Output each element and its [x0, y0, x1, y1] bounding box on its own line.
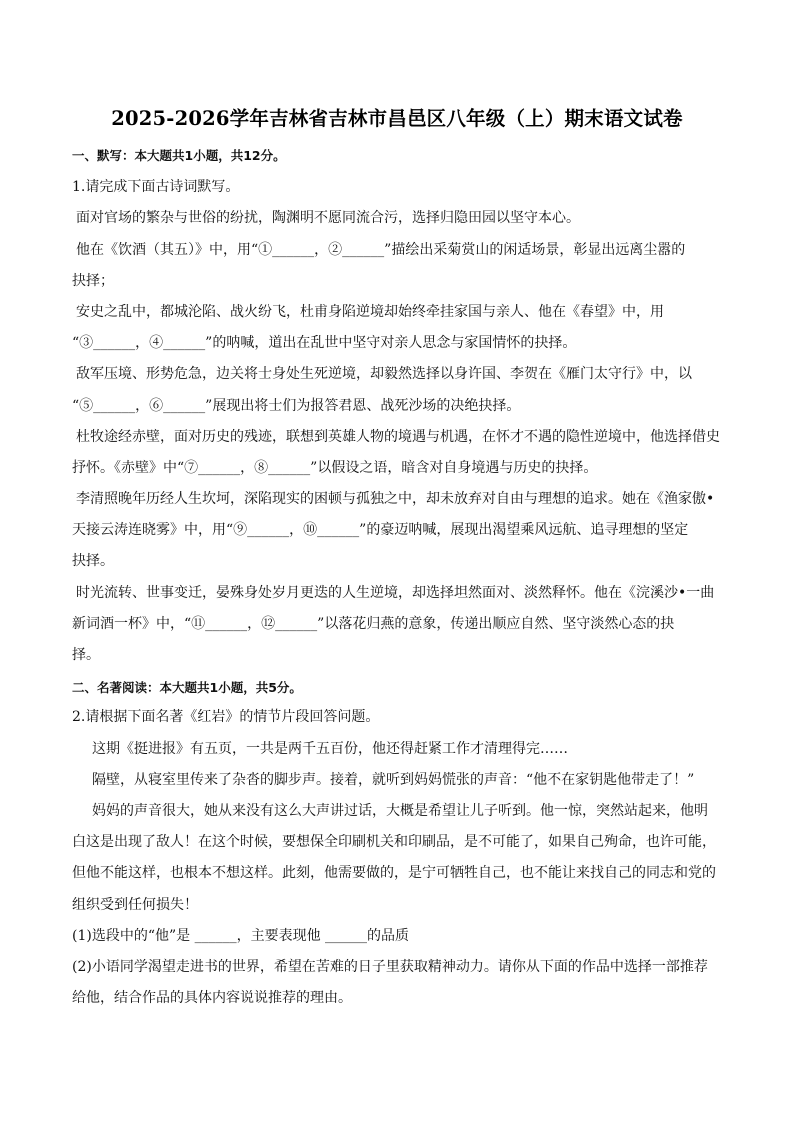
- sub-question: (2)小语同学渴望走进书的世界，希望在苦难的日子里获取精神动力。请你从下面的作品中选择一部推荐: [72, 959, 708, 975]
- paragraph-line: 抒怀。《赤壁》中“⑦______，⑧______”以假设之语，暗含对自身境遇与历史的抉择。: [72, 460, 598, 476]
- paragraph-line: 择。: [72, 647, 100, 663]
- paragraph-line: 抉择。: [72, 553, 114, 569]
- paragraph-line: 敌军压境、形势危急，边关将士身处生死逆境，却毅然选择以身许国、李贺在《雁门太守行》中，以: [76, 366, 692, 382]
- excerpt-line: 妈妈的声音很大，她从来没有这么大声讲过话，大概是希望让儿子听到。他一惊，突然站起来，他明: [92, 803, 708, 819]
- paragraph-line: 新词酒一杯》中，“⑪______，⑫______”以落花归燕的意象，传递出顺应自然、坚守淡然心态的抉: [72, 616, 675, 632]
- excerpt-line: 隔壁，从寝室里传来了杂沓的脚步声。接着，就听到妈妈慌张的声音：“他不在家钥匙他带走了！”: [92, 772, 695, 788]
- section-heading: 一、默写：本大题共1小题，共12分。: [72, 148, 286, 163]
- paragraph-line: 他在《饮酒（其五）》中，用“①______，②______”描绘出采菊赏山的闲适场景，彰显出远离尘嚣的: [76, 242, 686, 258]
- excerpt-line: 这期《挺进报》有五页，一共是两千五百份，他还得赶紧工作才清理得完……: [92, 741, 568, 757]
- question-stem: 1.请完成下面古诗词默写。: [72, 179, 240, 195]
- paragraph-line: 面对官场的繁杂与世俗的纷扰，陶渊明不愿同流合污，选择归隐田园以坚守本心。: [76, 210, 580, 226]
- paragraph-line: “③______，④______”的呐喊，道出在乱世中坚守对亲人思念与家国情怀的抉择。: [72, 335, 577, 351]
- paragraph-line: 抉择；: [72, 273, 114, 289]
- question-stem: 2.请根据下面名著《红岩》的情节片段回答问题。: [72, 709, 380, 725]
- paragraph-line: 安史之乱中，都城沦陷、战火纷飞，杜甫身陷逆境却始终牵挂家国与亲人、他在《春望》中，用: [76, 304, 664, 320]
- excerpt-line: 组织受到任何损失！: [72, 897, 198, 913]
- sub-question: (1)选段中的“他”是 ______，主要表现他 ______的品质: [72, 928, 410, 944]
- sub-question: 给他，结合作品的具体内容说说推荐的理由。: [72, 990, 352, 1006]
- section-heading: 二、名著阅读：本大题共1小题，共5分。: [72, 680, 302, 695]
- exam-title: 2025-2026学年吉林省吉林市昌邑区八年级（上）期末语文试卷: [111, 107, 683, 130]
- paragraph-line: “⑤______，⑥______”展现出将士们为报答君恩、战死沙场的决绝抉择。: [72, 398, 521, 414]
- excerpt-line: 白这是出现了敌人！在这个时候，要想保全印刷机关和印刷品，是不可能了，如果自己殉命，也许可能，: [72, 834, 716, 850]
- paragraph-line: 李清照晚年历经人生坎坷，深陷现实的困顿与孤独之中，却未放弃对自由与理想的追求。她在《渔家傲•: [76, 491, 715, 507]
- paragraph-line: 天接云涛连晓雾》中，用“⑨______，⑩______”的豪迈呐喊，展现出渴望乘风远航、追寻理想的坚定: [72, 522, 689, 538]
- paragraph-line: 杜牧途经赤壁，面对历史的残迹，联想到英雄人物的境遇与机遇，在怀才不遇的隐性逆境中，他选择借史: [76, 429, 720, 445]
- paragraph-line: 时光流转、世事变迁，晏殊身处岁月更迭的人生逆境，却选择坦然面对、淡然释怀。他在《浣溪沙•一曲: [76, 585, 715, 601]
- excerpt-line: 但他不能这样，也根本不想这样。此刻，他需要做的，是宁可牺牲自己，也不能让来找自己的同志和党的: [72, 865, 716, 881]
